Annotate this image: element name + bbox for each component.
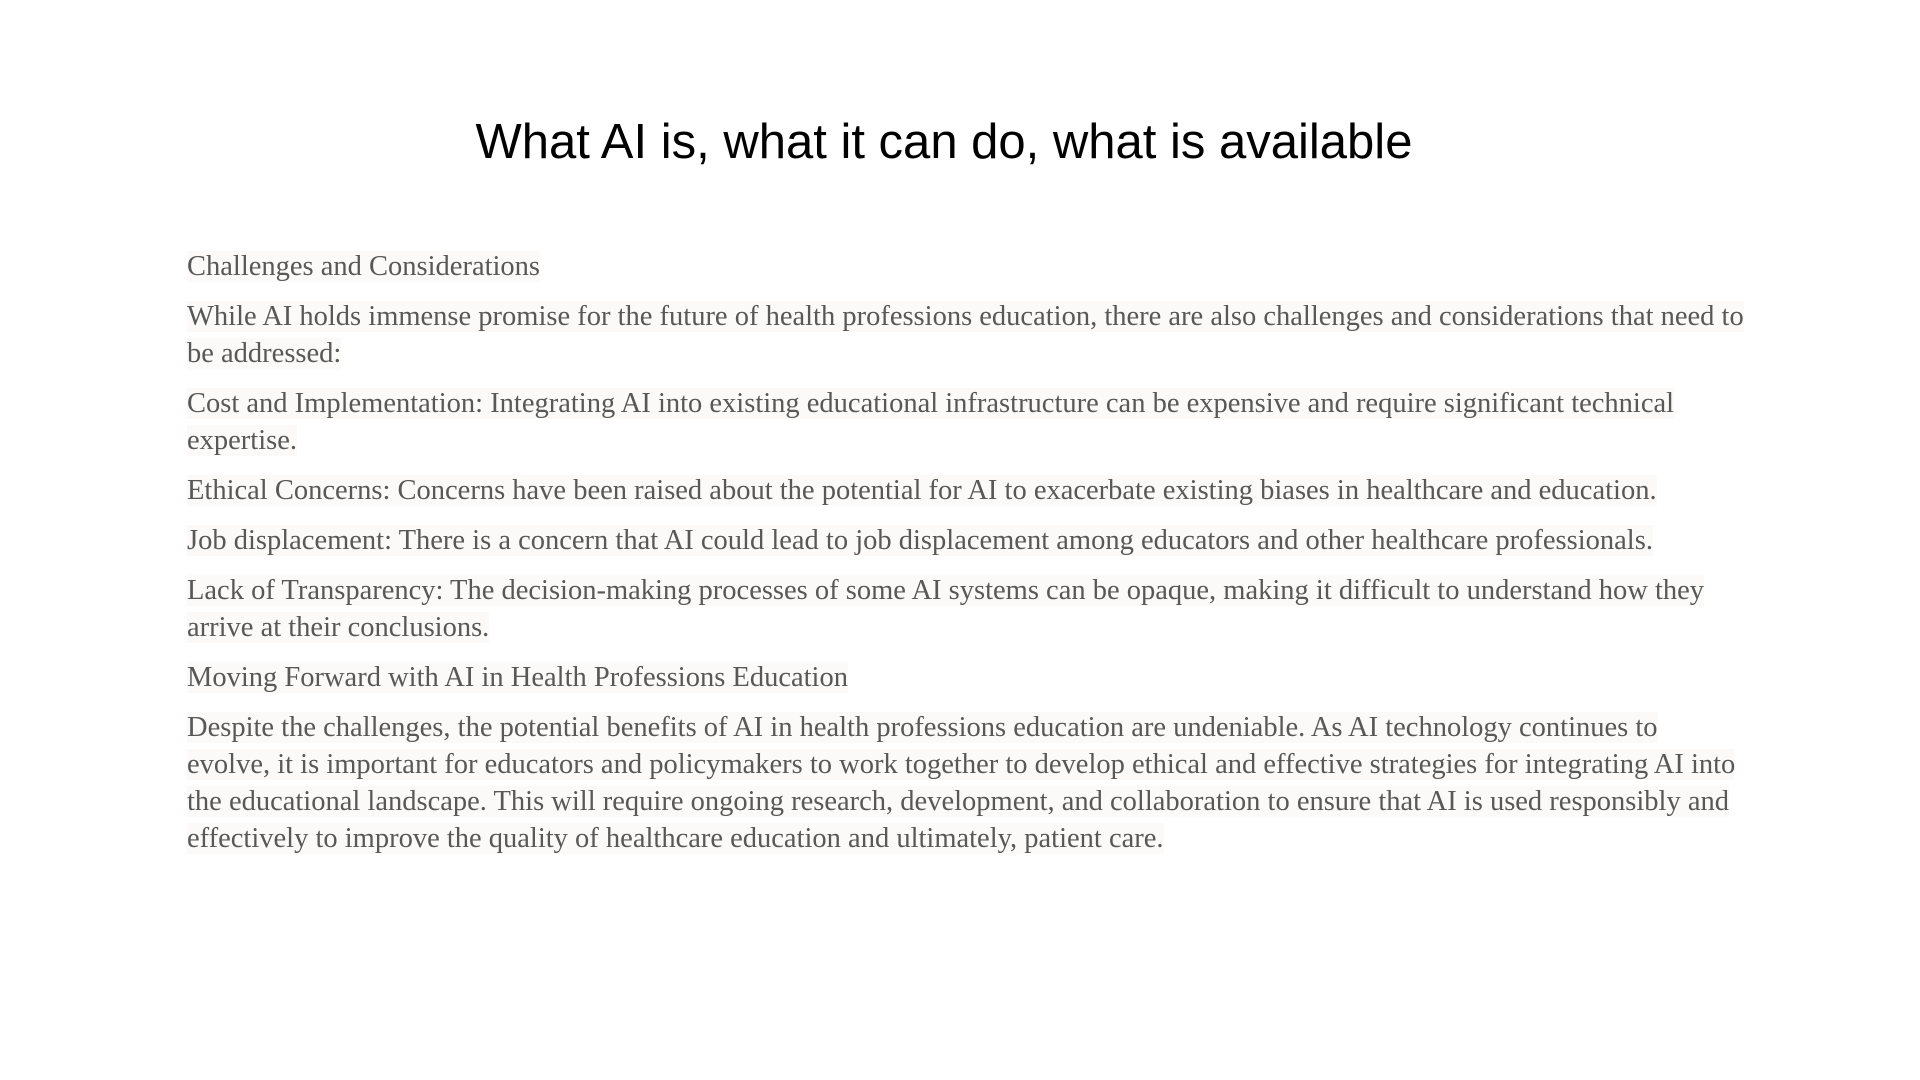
paragraph-text: Challenges and Considerations	[187, 251, 541, 282]
section-heading-challenges	[187, 248, 1747, 285]
paragraph-text: Despite the challenges, the potential benefits of AI in health professions education are undeniable. As AI technology continues to evolve, it is important for educators and policymakers to work together to develop ethical and effective strategies for integrating AI into the educational landscape. This will require ongoing research, development, and collaboration to ensure that AI is used responsibly and effectively to improve the quality of healthcare education and ultimately, patient care.	[187, 712, 1736, 854]
conclusion-paragraph	[187, 709, 1747, 857]
ethical-concerns-paragraph	[187, 472, 1747, 509]
paragraph-text: Job displacement: There is a concern that AI could lead to job displacement among educators and other healthcare professionals.	[187, 525, 1653, 556]
paragraph-text: Ethical Concerns: Concerns have been raised about the potential for AI to exacerbate existing biases in healthcare and education.	[187, 475, 1657, 506]
slide-body	[187, 248, 1747, 870]
paragraph-text: Cost and Implementation: Integrating AI into existing educational infrastructure can be expensive and require significant technical expertise.	[187, 388, 1675, 456]
cost-implementation-paragraph	[187, 385, 1747, 459]
slide-title: What AI is, what it can do, what is available	[475, 115, 1413, 169]
section-heading-moving-forward	[187, 659, 1747, 696]
lack-of-transparency-paragraph	[187, 572, 1747, 646]
paragraph-text: While AI holds immense promise for the future of health professions education, there are also challenges and considerations that need to be addressed:	[187, 301, 1744, 369]
paragraph-text: Lack of Transparency: The decision-making processes of some AI systems can be opaque, making it difficult to understand how they arrive at their conclusions.	[187, 575, 1705, 643]
job-displacement-paragraph	[187, 522, 1747, 559]
paragraph-text: Moving Forward with AI in Health Professions Education	[187, 662, 848, 693]
intro-paragraph	[187, 298, 1747, 372]
